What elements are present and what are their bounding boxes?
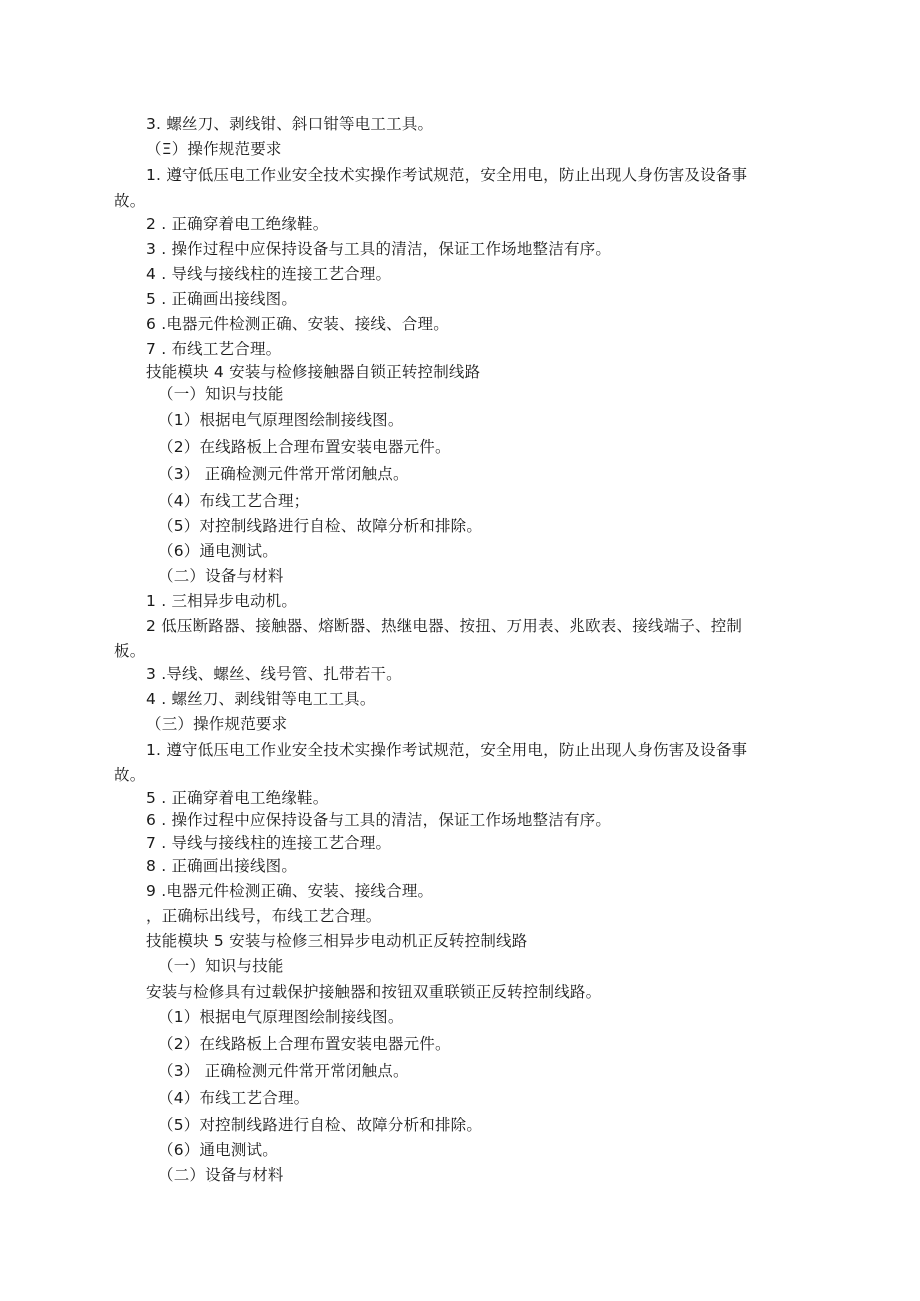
section-heading: （一）知识与技能 bbox=[158, 957, 284, 975]
module-heading: 技能模块 4 安装与检修接触器自锁正转控制线路 bbox=[146, 363, 481, 381]
text-line: 故。 bbox=[114, 192, 146, 210]
text-line: 6 . 操作过程中应保持设备与工具的清洁，保证工作场地整洁有序。 bbox=[146, 811, 612, 829]
list-item: （2）在线路板上合理布置安装电器元件。 bbox=[158, 1035, 451, 1053]
list-item: （4）布线工艺合理； bbox=[158, 492, 310, 510]
list-item: （5）对控制线路进行自检、故障分析和排除。 bbox=[158, 1116, 483, 1134]
list-item: （1）根据电气原理图绘制接线图。 bbox=[158, 411, 404, 429]
module-heading: 技能模块 5 安装与检修三相异步电动机正反转控制线路 bbox=[146, 932, 528, 950]
text-line: 6 .电器元件检测正确、安装、接线、合理。 bbox=[146, 315, 449, 333]
text-line: 4 . 导线与接线柱的连接工艺合理。 bbox=[146, 265, 392, 283]
text-line: 8 . 正确画出接线图。 bbox=[146, 857, 298, 875]
list-item: （4）布线工艺合理。 bbox=[158, 1089, 310, 1107]
text-line: 4 . 螺丝刀、剥线钳等电工工具。 bbox=[146, 690, 376, 708]
list-item: （1）根据电气原理图绘制接线图。 bbox=[158, 1008, 404, 1026]
list-item: （6）通电测试。 bbox=[158, 542, 278, 560]
text-line: 3. 螺丝刀、剥线钳、斜口钳等电工工具。 bbox=[146, 115, 434, 133]
text-line: 1. 遵守低压电工作业安全技术实操作考试规范，安全用电，防止出现人身伤害及设备事 bbox=[146, 166, 748, 184]
text-line: 9 .电器元件检测正确、安装、接线合理。 bbox=[146, 882, 434, 900]
section-heading: （Ξ）操作规范要求 bbox=[146, 140, 282, 158]
text-line: 5 . 正确画出接线图。 bbox=[146, 290, 298, 308]
section-heading: （二）设备与材料 bbox=[158, 1166, 284, 1184]
text-line: 板。 bbox=[114, 642, 146, 660]
text-line: 1 . 三相异步电动机。 bbox=[146, 592, 298, 610]
text-line: 7 . 导线与接线柱的连接工艺合理。 bbox=[146, 834, 392, 852]
text-line: 故。 bbox=[114, 766, 146, 784]
list-item: （6）通电测试。 bbox=[158, 1141, 278, 1159]
text-line: 7 . 布线工艺合理。 bbox=[146, 340, 282, 358]
list-item: （3） 正确检测元件常开常闭触点。 bbox=[158, 1062, 409, 1080]
list-item: （5）对控制线路进行自检、故障分析和排除。 bbox=[158, 517, 483, 535]
text-line: 安装与检修具有过载保护接触器和按钮双重联锁正反转控制线路。 bbox=[146, 983, 602, 1001]
text-line: ，正确标出线号，布线工艺合理。 bbox=[146, 907, 382, 925]
text-line: 3 .导线、螺丝、线号管、扎带若干。 bbox=[146, 665, 402, 683]
section-heading: （二）设备与材料 bbox=[158, 567, 284, 585]
text-line: 5 . 正确穿着电工绝缘鞋。 bbox=[146, 789, 329, 807]
section-heading: （一）知识与技能 bbox=[158, 385, 284, 403]
section-heading: （三）操作规范要求 bbox=[146, 715, 288, 733]
text-line: 2 低压断路器、接触器、熔断器、热继电器、按扭、万用表、兆欧表、接线端子、控制 bbox=[146, 617, 743, 635]
text-line: 1. 遵守低压电工作业安全技术实操作考试规范，安全用电，防止出现人身伤害及设备事 bbox=[146, 741, 748, 759]
text-line: 2 . 正确穿着电工绝缘鞋。 bbox=[146, 215, 329, 233]
list-item: （2）在线路板上合理布置安装电器元件。 bbox=[158, 438, 451, 456]
list-item: （3） 正确检测元件常开常闭触点。 bbox=[158, 465, 409, 483]
text-line: 3 . 操作过程中应保持设备与工具的清洁，保证工作场地整洁有序。 bbox=[146, 240, 612, 258]
